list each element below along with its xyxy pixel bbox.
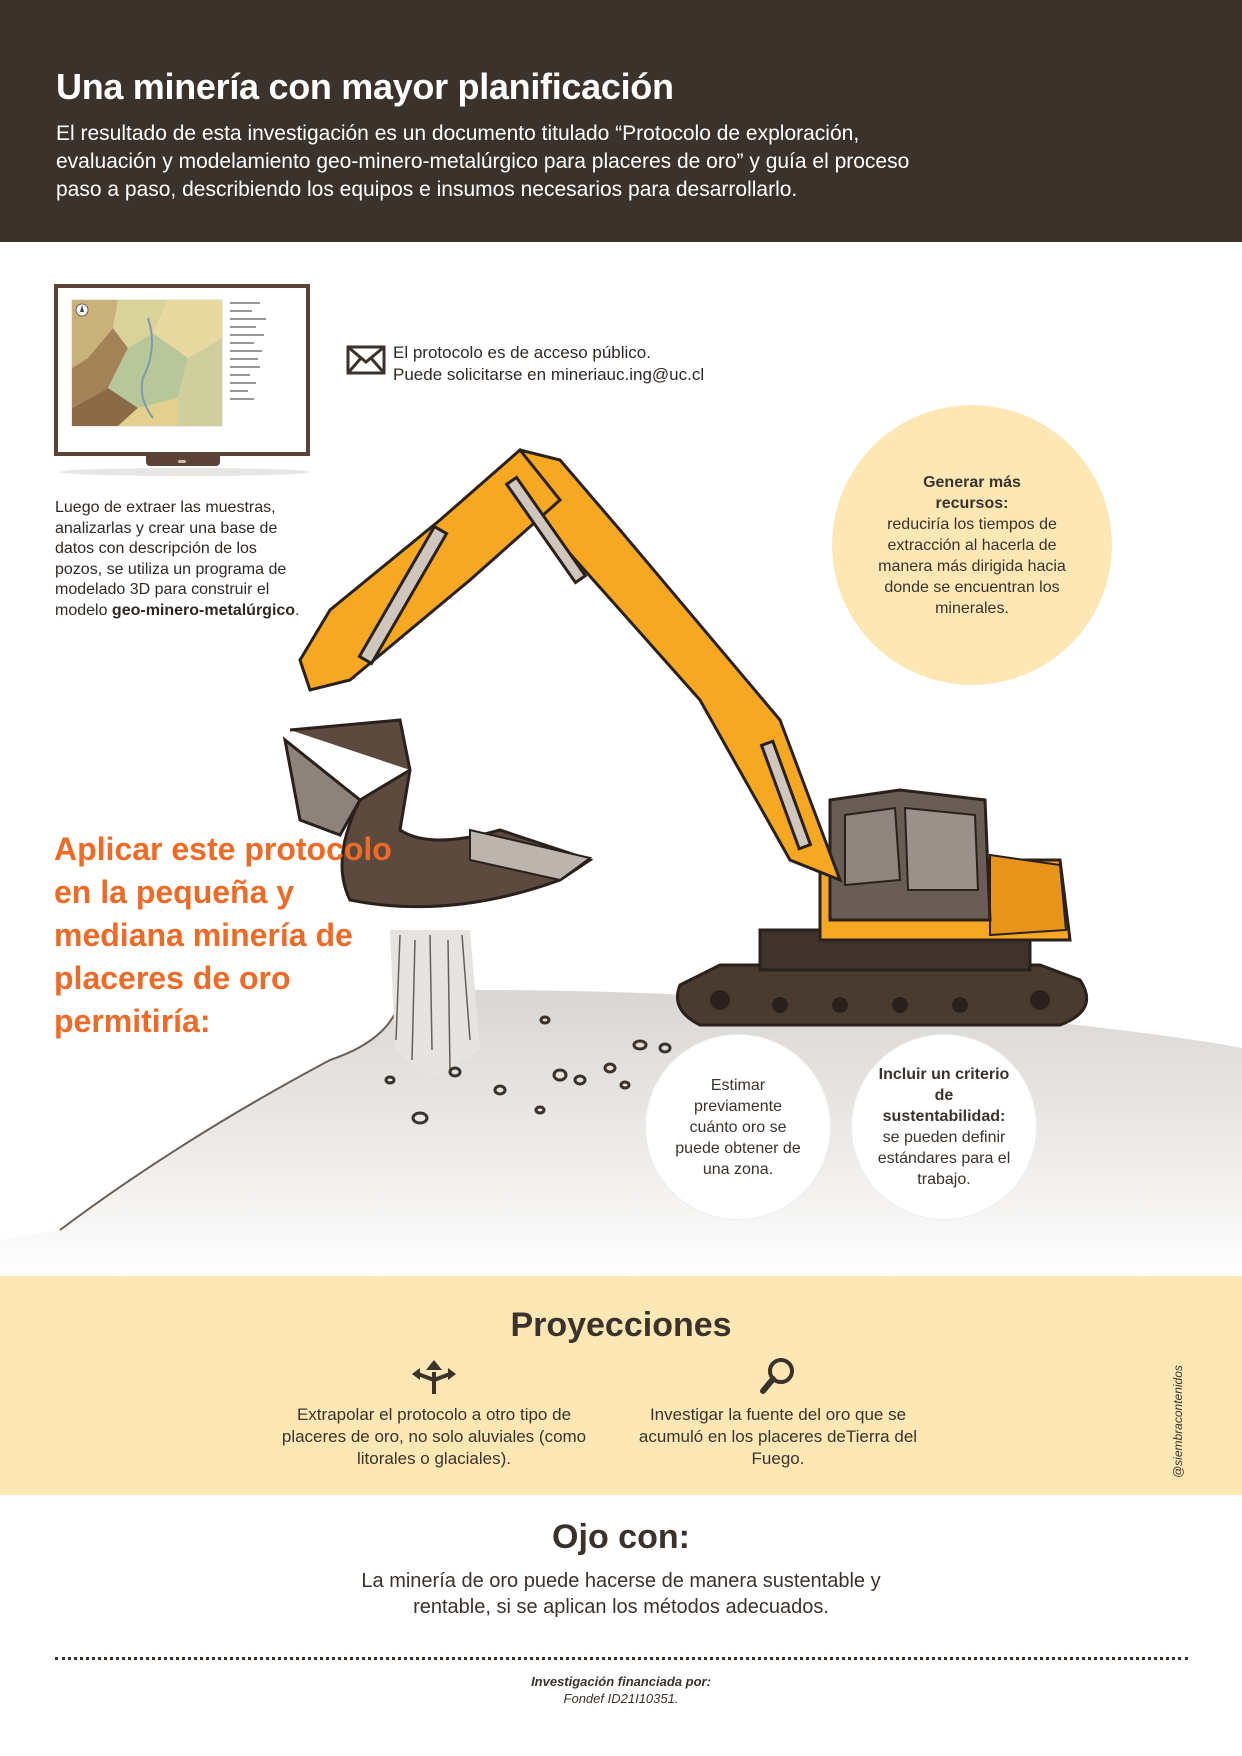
proyecciones-band: [0, 1276, 1242, 1495]
benefits-heading: Aplicar este protocolo en la pequeña y mediana minería de placeres de oro permitiría:: [54, 831, 392, 1039]
model-description-end: .: [295, 601, 300, 619]
author-credit: [1168, 1350, 1188, 1480]
header-band: [0, 0, 1242, 242]
model-description-text: Luego de extraer las muestras, analizarlas y crear una base de datos con descripción de los pozos, se utiliza un programa de modelado 3D para construir el modelo: [55, 499, 287, 619]
benefit-more-resources: [832, 405, 1112, 685]
benefit-estimate-gold: [646, 1035, 830, 1219]
proyecciones-title: Proyecciones: [510, 1306, 732, 1344]
footer: [0, 1673, 1242, 1707]
author-credit-text: @siembracontenidos: [1171, 1365, 1185, 1478]
benefit-estimate-gold-text: Estimar previamente cuánto oro se puede obtener de una zona.: [675, 1076, 801, 1178]
footer-funded-by: Investigación financiada por:: [531, 1674, 711, 1689]
footer-project-id: Fondef ID21I10351.: [563, 1691, 679, 1706]
benefit-more-resources-text: reduciría los tiempos de extracción al hacerla de manera más dirigida hacia donde se encuentran los minerales.: [878, 515, 1066, 617]
intro-text: El resultado de esta investigación es un documento titulado “Protocolo de exploración, evaluación y modelamiento geo-minero-metalúrgico para placeres de oro” y guía el proceso paso a paso, describiendo los equipos e insumos necesarios para desarrollarlo.: [56, 122, 910, 201]
magnifier-icon: [754, 1356, 802, 1396]
benefit-more-resources-title: Generar más recursos:: [923, 473, 1021, 512]
benefit-sustainability-text: se pueden definir estándares para el trabajo.: [877, 1129, 1011, 1188]
dotted-divider: [55, 1657, 1188, 1660]
model-description-bold: geo-minero-metalúrgico: [111, 601, 296, 619]
proyeccion-extrapolar: [274, 1356, 594, 1470]
proyeccion-extrapolar-text: Extrapolar el protocolo a otro tipo de placeres de oro, no solo aluviales (como litorales o glaciales).: [281, 1405, 587, 1468]
page-title: Una minería con mayor planificación: [56, 66, 674, 107]
directions-arrows-icon: [410, 1356, 458, 1396]
benefit-sustainability: [852, 1035, 1036, 1219]
benefit-sustainability-title: Incluir un criterio de sustentabilidad:: [878, 1066, 1010, 1125]
mail-note-line1: El protocolo es de acceso público.: [393, 343, 651, 362]
proyeccion-investigar: [618, 1356, 938, 1470]
mail-icon: [346, 345, 386, 375]
mail-note-line2: Puede solicitarse en mineriauc.ing@uc.cl: [393, 365, 705, 384]
ojo-title: Ojo con:: [552, 1518, 690, 1556]
proyeccion-investigar-text: Investigar la fuente del oro que se acumuló en los placeres deTierra del Fuego.: [638, 1405, 918, 1468]
ojo-text: La minería de oro puede hacerse de manera sustentable y rentable, si se aplican los métodos adecuados.: [361, 1570, 881, 1618]
mail-note: [393, 342, 704, 386]
